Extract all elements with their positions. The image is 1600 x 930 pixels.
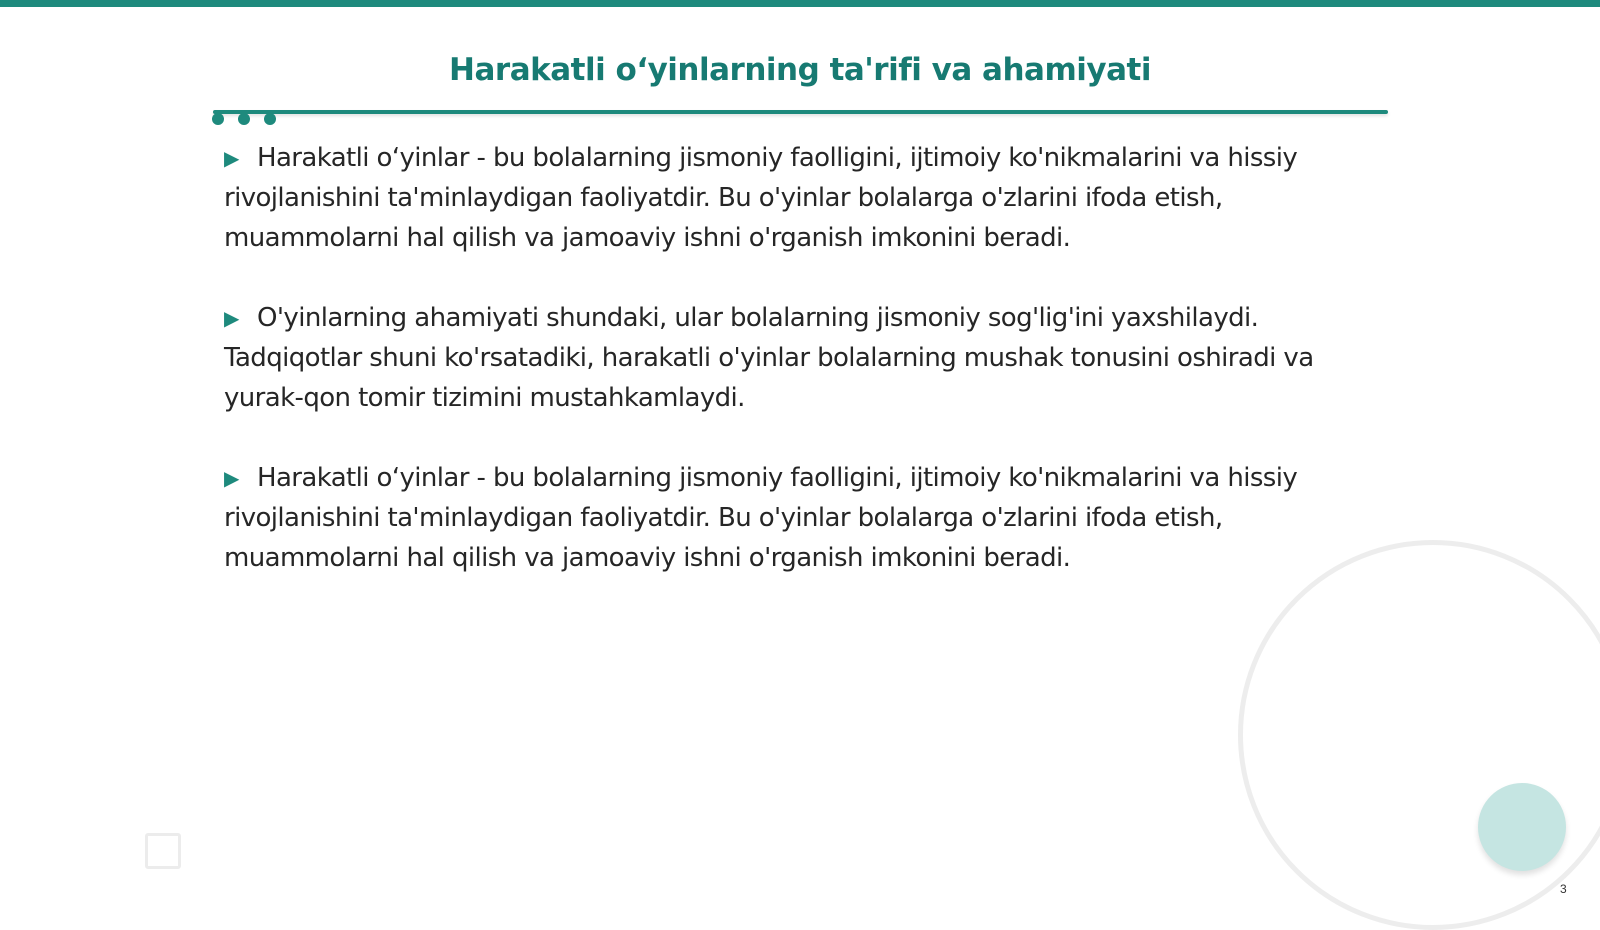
paragraph-text: O'yinlarning ahamiyati shundaki, ular bolalarning jismoniy sog'lig'ini yaxshilaydi. Tadqiqotlar shuni ko'rsatadiki, harakatli o'yinlar bolalarning mushak tonusini oshiradi va yurak-qon tomir tizimini mustahkamlaydi. (224, 303, 1314, 413)
bullet-paragraph (224, 458, 1384, 578)
underline-dot (212, 113, 224, 125)
bullet-paragraph (224, 138, 1384, 258)
triangle-bullet-icon: ▶ (224, 466, 239, 490)
paragraph-text: Harakatli o‘yinlar - bu bolalarning jismoniy faolligini, ijtimoiy ko'nikmalarini va hissiy rivojlanishini ta'minlaydigan faoliyatdir. Bu o'yinlar bolalarga o'zlarini ifoda etish, muammolarni hal qilish va jamoaviy ishni o'rganish imkonini beradi. (224, 463, 1298, 573)
top-accent-bar (0, 0, 1600, 7)
page-number: 3 (1560, 882, 1567, 896)
underline-dot (264, 113, 276, 125)
triangle-bullet-icon: ▶ (224, 146, 239, 170)
bullet-paragraph (224, 298, 1384, 418)
decorative-ring (1238, 540, 1600, 930)
slide-title: Harakatli o‘yinlarning ta'rifi va ahamiyati (449, 52, 1151, 88)
decorative-circle (1478, 783, 1566, 871)
paragraph-text: Harakatli o‘yinlar - bu bolalarning jismoniy faolligini, ijtimoiy ko'nikmalarini va hissiy rivojlanishini ta'minlaydigan faoliyatdir. Bu o'yinlar bolalarga o'zlarini ifoda etish, muammolarni hal qilish va jamoaviy ishni o'rganish imkonini beradi. (224, 143, 1298, 253)
title-underline (213, 110, 1388, 114)
decorative-square (145, 833, 181, 869)
triangle-bullet-icon: ▶ (224, 306, 239, 330)
slide-body (224, 138, 1384, 618)
underline-dot (238, 113, 250, 125)
